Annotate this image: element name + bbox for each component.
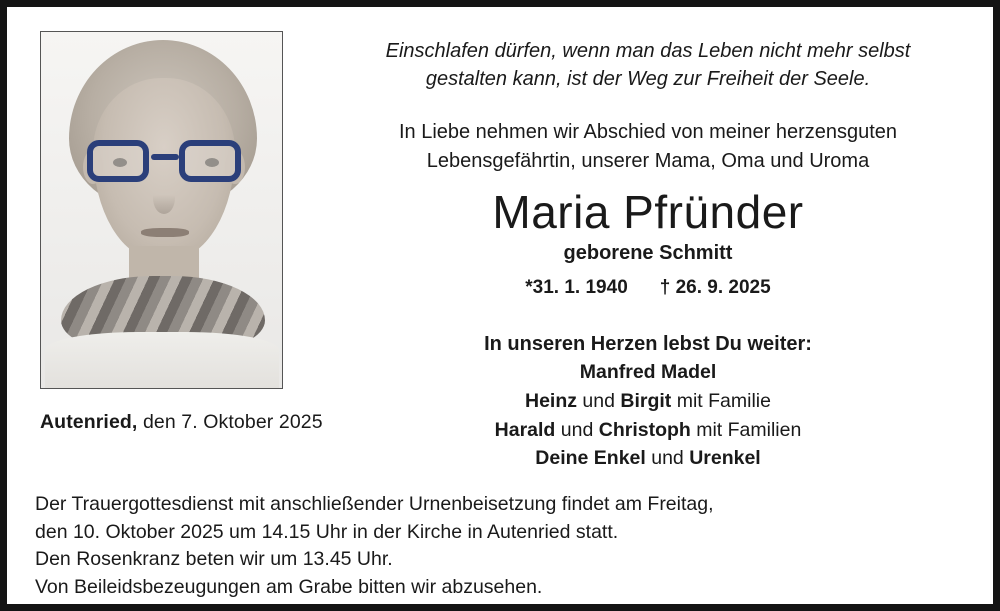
survivor-connector: und [577, 389, 621, 412]
deceased-name: Maria Pfründer [492, 185, 804, 238]
eyeglasses-icon [85, 140, 243, 186]
survivor-name: Harald [494, 418, 556, 441]
photo-column [35, 31, 323, 434]
intro-line-2: Lebensgefährtin, unserer Mama, Oma und Uroma [426, 149, 870, 172]
survivor-name: Christoph [598, 418, 691, 441]
place-date: den 7. Oktober 2025 [137, 411, 323, 433]
death-date: † 26. 9. 2025 [659, 277, 771, 299]
portrait-photo [40, 31, 283, 389]
verse-line-2: gestalten kann, ist der Weg zur Freiheit der Seele. [425, 68, 871, 91]
survivors-block [331, 333, 965, 472]
memorial-verse [331, 37, 965, 94]
service-line-3: Den Rosenkranz beten wir um 13.45 Uhr. [35, 548, 393, 571]
survivor-name: Urenkel [689, 447, 761, 470]
life-dates [331, 277, 965, 299]
glasses-bridge [151, 154, 179, 160]
survivors-list [331, 360, 965, 472]
glasses-lens-left [87, 140, 149, 182]
text-column [287, 31, 965, 475]
survivor-name: Heinz [525, 389, 578, 412]
portrait-image [41, 32, 282, 388]
maiden-name: geborene Schmitt [563, 242, 733, 265]
survivor-connector: und [555, 418, 599, 441]
survivor-line [331, 389, 965, 415]
survivor-connector: mit Familie [671, 389, 771, 412]
birth-date: *31. 1. 1940 [525, 277, 628, 299]
survivor-line [331, 418, 965, 444]
survivor-name: Manfred Madel [579, 361, 717, 384]
intro-text [331, 118, 965, 176]
notice-top-area [35, 31, 965, 475]
intro-line-1: In Liebe nehmen wir Abschied von meiner herzensguten [398, 120, 898, 143]
verse-line-1: Einschlafen dürfen, wenn man das Leben nicht mehr selbst [385, 40, 911, 62]
survivor-connector: und [645, 447, 690, 470]
service-details [35, 491, 965, 602]
service-line-4: Von Beileidsbezeugungen am Grabe bitten wir abzusehen. [35, 576, 543, 599]
portrait-mouth [141, 228, 189, 237]
service-line-2: den 10. Oktober 2025 um 14.15 Uhr in der Kirche in Autenried statt. [35, 520, 619, 543]
portrait-nose [153, 182, 175, 214]
glasses-lens-right [179, 140, 241, 182]
service-line-1: Der Trauergottesdienst mit anschließender Urnenbeisetzung findet am Freitag, [35, 493, 714, 516]
survivors-heading: In unseren Herzen lebst Du weiter: [484, 333, 812, 356]
place-name: Autenried, [40, 411, 138, 433]
place-and-date-line [40, 411, 323, 434]
survivor-connector: mit Familien [690, 418, 802, 441]
survivor-name: Deine Enkel [535, 447, 646, 470]
survivor-name: Birgit [620, 389, 672, 412]
portrait-shirt [45, 332, 279, 389]
survivor-line [331, 360, 965, 386]
survivor-line [331, 446, 965, 472]
